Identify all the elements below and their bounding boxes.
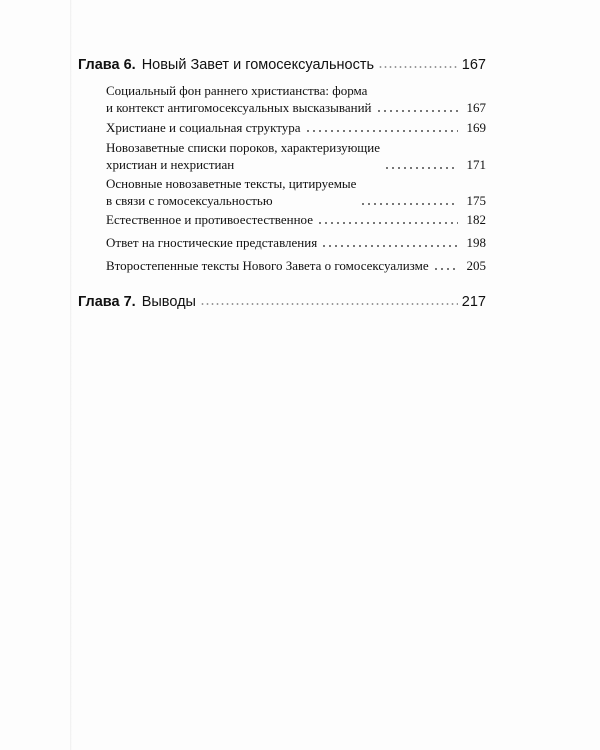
chapter-label: Глава 6. xyxy=(78,57,136,73)
toc-section[interactable] xyxy=(106,82,486,116)
section-title-line-2: в связи с гомосексуальностью xyxy=(106,193,273,208)
section-title-line-1: Христиане и социальная структура xyxy=(106,120,301,135)
toc-section[interactable] xyxy=(106,234,486,251)
toc-section[interactable] xyxy=(106,139,486,173)
chapter-label: Глава 7. xyxy=(78,294,136,310)
page-number: 167 xyxy=(461,57,486,73)
dot-leader xyxy=(384,167,458,169)
section-title-line-2: и контекст антигомосексуальных высказываний xyxy=(106,100,372,115)
dot-leader xyxy=(321,245,458,247)
page-number: 198 xyxy=(466,235,486,250)
page-number: 182 xyxy=(466,212,486,227)
dot-leader xyxy=(376,110,458,112)
page-number: 167 xyxy=(466,100,486,115)
toc-section[interactable] xyxy=(106,211,486,228)
toc-chapter-7[interactable] xyxy=(78,294,486,310)
dot-leader xyxy=(378,66,458,68)
toc-section[interactable] xyxy=(106,257,486,274)
dot-leader xyxy=(360,203,458,205)
page-number: 175 xyxy=(466,193,486,208)
page-number: 169 xyxy=(466,120,486,135)
dot-leader xyxy=(305,130,458,132)
chapter-title: Выводы xyxy=(141,294,196,310)
section-title-line-1: Второстепенные тексты Нового Завета о гомосексуализме xyxy=(106,258,429,273)
page-number: 205 xyxy=(466,258,486,273)
dot-leader xyxy=(433,268,458,270)
section-title-line-1: Основные новозаветные тексты, цитируемые xyxy=(106,176,357,191)
section-title-line-1: Новозаветные списки пороков, характеризующие xyxy=(106,140,381,155)
toc-section[interactable] xyxy=(106,175,486,209)
section-title-line-1: Ответ на гностические представления xyxy=(106,235,318,250)
chapter-title: Новый Завет и гомосексуальность xyxy=(141,57,375,73)
section-title-line-2: христиан и нехристиан xyxy=(106,157,235,172)
page-number: 217 xyxy=(461,294,486,310)
dot-leader xyxy=(200,303,458,305)
toc-section[interactable] xyxy=(106,119,486,136)
section-title-line-1: Социальный фон раннего христианства: форма xyxy=(106,83,368,98)
toc-chapter-6[interactable] xyxy=(78,57,486,73)
dot-leader xyxy=(317,222,458,224)
page-number: 171 xyxy=(466,157,486,172)
section-title-line-1: Естественное и противоестественное xyxy=(106,212,313,227)
